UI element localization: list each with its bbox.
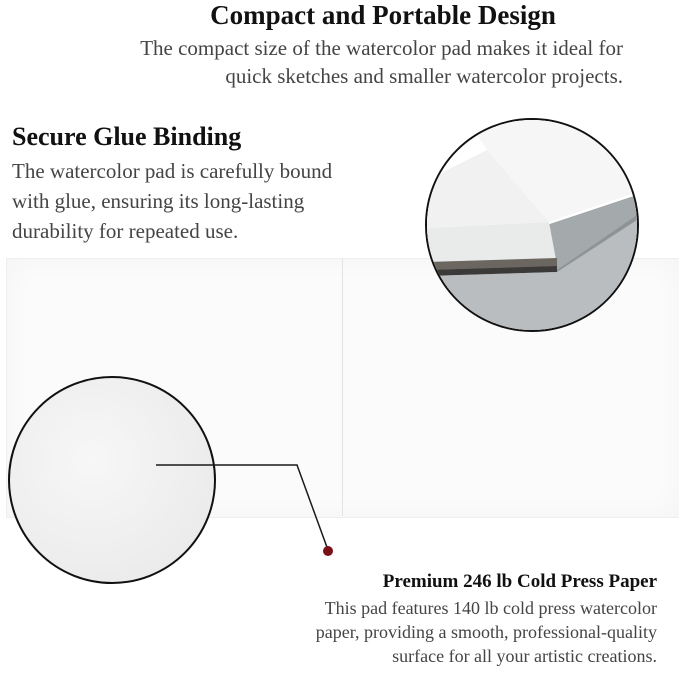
- compact-line-2: quick sketches and smaller watercolor projects.: [225, 64, 623, 88]
- glue-line-3: durability for repeated use.: [12, 219, 239, 243]
- pad-page-divider: [342, 258, 343, 516]
- glue-binding-heading: Secure Glue Binding: [12, 122, 242, 151]
- compact-design-heading: Compact and Portable Design: [210, 0, 556, 30]
- binding-closeup-image: [425, 118, 639, 332]
- glue-binding-description: [12, 156, 432, 246]
- paper-line-3: surface for all your artistic creations.: [392, 646, 657, 666]
- compact-line-1: The compact size of the watercolor pad makes it ideal for: [140, 36, 623, 60]
- glue-line-2: with glue, ensuring its long-lasting: [12, 189, 305, 213]
- callout-dot-icon: [323, 546, 333, 556]
- paper-line-2: paper, providing a smooth, professional-quality: [315, 622, 657, 642]
- glue-line-1: The watercolor pad is carefully bound: [12, 159, 333, 183]
- binding-closeup-graphic: [427, 120, 637, 330]
- paper-line-1: This pad features 140 lb cold press watercolor: [324, 598, 657, 618]
- cold-press-paper-heading: Premium 246 lb Cold Press Paper: [382, 571, 657, 592]
- paper-texture-closeup: [8, 376, 216, 584]
- cold-press-paper-description: [197, 596, 657, 668]
- compact-design-description: [0, 34, 623, 90]
